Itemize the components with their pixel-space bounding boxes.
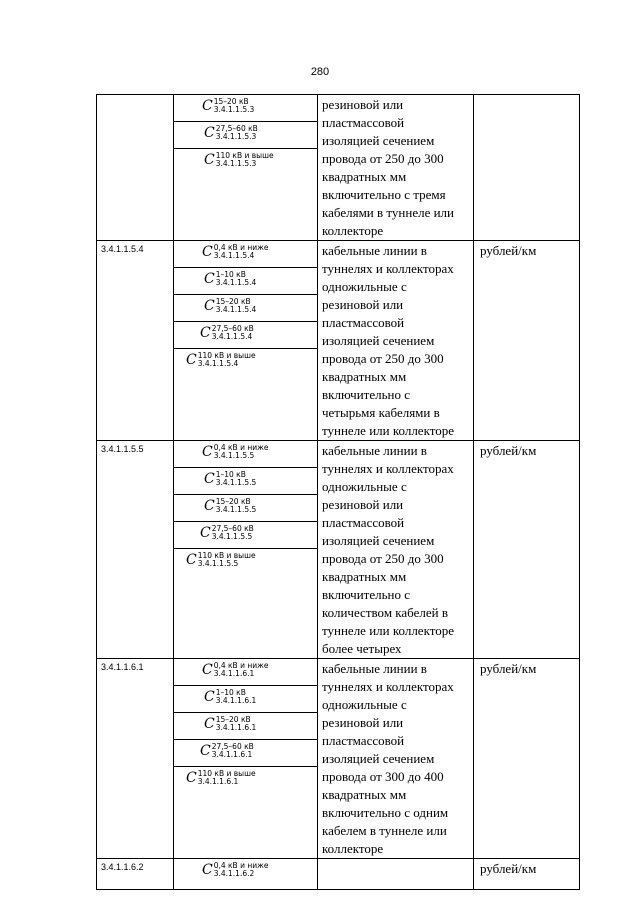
formula-symbol: C <box>204 125 215 141</box>
formula-subcell <box>174 295 317 322</box>
formula-symbol: C <box>186 352 197 368</box>
row-unit: рублей/км <box>480 443 537 458</box>
table-row <box>97 95 580 241</box>
description-line: одножильные с <box>322 479 407 494</box>
formula-cell <box>174 95 318 241</box>
row-description <box>318 241 473 440</box>
description-line: резиновой или <box>322 297 404 312</box>
formula-subcell <box>174 149 317 229</box>
formula-voltage: 15–20 кВ <box>215 297 251 306</box>
rate-formula <box>202 98 254 114</box>
row-description <box>318 859 473 860</box>
unit-cell <box>474 241 580 441</box>
description-line: количеством кабелей в <box>322 605 448 620</box>
formula-voltage: 1–10 кВ <box>215 470 246 479</box>
formula-subcell <box>174 268 317 295</box>
description-line: изоляцией сечением <box>322 333 435 348</box>
rate-formula <box>204 271 256 287</box>
description-cell <box>318 441 474 659</box>
rate-formula <box>202 244 269 260</box>
row-code: 3.4.1.1.6.2 <box>101 862 144 872</box>
rate-formula <box>186 552 256 568</box>
description-line: кабельные линии в <box>322 661 427 676</box>
description-line: резиновой или <box>322 497 404 512</box>
description-line: коллекторе <box>322 841 384 856</box>
formula-index: 3.4.1.1.5.3 <box>215 132 257 141</box>
formula-index: 3.4.1.1.6.1 <box>197 777 239 786</box>
formula-symbol: C <box>186 770 197 786</box>
formula-subcell <box>174 95 317 122</box>
rate-formula <box>204 298 256 314</box>
formula-subcell <box>174 349 317 419</box>
code-cell <box>97 659 174 859</box>
description-line: провода от 250 до 300 <box>322 551 444 566</box>
description-line: включительно с тремя <box>322 187 446 202</box>
rate-formula <box>200 743 254 759</box>
formula-symbol: C <box>204 471 215 487</box>
formula-subcell <box>174 767 317 835</box>
description-line: провода от 250 до 300 <box>322 151 444 166</box>
description-line: изоляцией сечением <box>322 133 435 148</box>
formula-symbol: C <box>202 244 213 260</box>
unit-cell <box>474 95 580 241</box>
formula-index: 3.4.1.1.5.3 <box>215 159 257 168</box>
formula-index: 3.4.1.1.6.1 <box>215 696 257 705</box>
row-description <box>318 659 473 858</box>
description-line: туннелях и коллекторах <box>322 679 454 694</box>
code-cell <box>97 95 174 241</box>
row-code: 3.4.1.1.5.4 <box>101 244 144 254</box>
formula-symbol: C <box>204 298 215 314</box>
description-line: изоляцией сечением <box>322 751 435 766</box>
row-unit: рублей/км <box>480 243 537 258</box>
formula-index: 3.4.1.1.5.4 <box>211 332 253 341</box>
formula-symbol: C <box>200 525 211 541</box>
description-line: квадратных мм <box>322 569 407 584</box>
formula-voltage: 27,5–60 кВ <box>215 124 258 133</box>
description-line: кабельные линии в <box>322 243 427 258</box>
formula-cell <box>174 441 318 659</box>
description-line: одножильные с <box>322 279 407 294</box>
description-line: провода от 250 до 300 <box>322 351 444 366</box>
description-line: туннеле или коллекторе <box>322 623 455 638</box>
unit-cell <box>474 441 580 659</box>
formula-subcell <box>174 859 317 889</box>
description-cell <box>318 241 474 441</box>
formula-index: 3.4.1.1.6.1 <box>211 750 253 759</box>
formula-index: 3.4.1.1.5.5 <box>215 505 257 514</box>
table-row <box>97 659 580 859</box>
formula-subcell <box>174 522 317 549</box>
row-unit <box>474 95 579 96</box>
description-cell <box>318 859 474 890</box>
rate-formula <box>204 125 258 141</box>
tariff-table <box>96 94 580 890</box>
description-line: кабелями в туннеле или <box>322 205 454 220</box>
formula-cell <box>174 659 318 859</box>
formula-index: 3.4.1.1.5.3 <box>213 105 255 114</box>
rate-formula <box>202 444 269 460</box>
description-line: кабелем в туннеле или <box>322 823 447 838</box>
description-line: включительно с <box>322 587 410 602</box>
formula-symbol: C <box>204 716 215 732</box>
description-line: пластмассовой <box>322 115 405 130</box>
description-line: включительно с одним <box>322 805 449 820</box>
rate-formula <box>204 152 274 168</box>
formula-voltage: 110 кВ и выше <box>197 769 256 778</box>
code-cell <box>97 441 174 659</box>
description-line: четырьмя кабелями в <box>322 405 440 420</box>
formula-symbol: C <box>200 743 211 759</box>
formula-subcell <box>174 468 317 495</box>
description-line: изоляцией сечением <box>322 533 435 548</box>
formula-index: 3.4.1.1.5.5 <box>213 451 255 460</box>
formula-symbol: C <box>204 689 215 705</box>
formula-voltage: 110 кВ и выше <box>197 351 256 360</box>
formula-symbol: C <box>202 444 213 460</box>
formula-symbol: C <box>186 552 197 568</box>
formula-voltage: 110 кВ и выше <box>197 551 256 560</box>
row-code: 3.4.1.1.5.5 <box>101 444 144 454</box>
formula-index: 3.4.1.1.5.4 <box>197 359 239 368</box>
formula-voltage: 15–20 кВ <box>213 97 249 106</box>
formula-subcell <box>174 241 317 268</box>
formula-symbol: C <box>204 271 215 287</box>
description-line: туннеле или коллекторе <box>322 423 455 438</box>
formula-subcell <box>174 122 317 149</box>
formula-index: 3.4.1.1.5.5 <box>211 532 253 541</box>
description-line: включительно с <box>322 387 410 402</box>
formula-voltage: 15–20 кВ <box>215 715 251 724</box>
rate-formula <box>200 325 254 341</box>
rate-formula <box>186 770 256 786</box>
formula-index: 3.4.1.1.6.1 <box>215 723 257 732</box>
formula-index: 3.4.1.1.6.2 <box>213 869 255 878</box>
formula-voltage: 27,5–60 кВ <box>211 324 254 333</box>
formula-index: 3.4.1.1.5.4 <box>213 251 255 260</box>
description-line: одножильные с <box>322 697 407 712</box>
row-description <box>318 95 473 240</box>
description-cell <box>318 95 474 241</box>
row-unit: рублей/км <box>480 861 537 876</box>
description-line: кабельные линии в <box>322 443 427 458</box>
formula-subcell <box>174 441 317 468</box>
formula-voltage: 110 кВ и выше <box>215 151 274 160</box>
rate-formula <box>204 471 256 487</box>
row-code: 3.4.1.1.6.1 <box>101 662 144 672</box>
formula-subcell <box>174 686 317 713</box>
description-line: туннелях и коллекторах <box>322 461 454 476</box>
rate-formula <box>186 352 256 368</box>
formula-symbol: C <box>202 662 213 678</box>
formula-symbol: C <box>204 152 215 168</box>
rate-formula <box>202 862 269 878</box>
formula-voltage: 0,4 кВ и ниже <box>213 861 269 870</box>
formula-index: 3.4.1.1.5.4 <box>215 305 257 314</box>
unit-cell <box>474 859 580 890</box>
formula-subcell <box>174 713 317 740</box>
formula-symbol: C <box>202 98 213 114</box>
formula-cell <box>174 859 318 890</box>
description-line: провода от 300 до 400 <box>322 769 444 784</box>
unit-cell <box>474 659 580 859</box>
formula-subcell <box>174 549 317 637</box>
formula-voltage: 0,4 кВ и ниже <box>213 443 269 452</box>
description-line: квадратных мм <box>322 369 407 384</box>
formula-voltage: 15–20 кВ <box>215 497 251 506</box>
rate-formula <box>204 498 256 514</box>
formula-index: 3.4.1.1.5.4 <box>215 278 257 287</box>
formula-voltage: 1–10 кВ <box>215 688 246 697</box>
code-cell <box>97 241 174 441</box>
description-line: квадратных мм <box>322 169 407 184</box>
formula-symbol: C <box>204 498 215 514</box>
description-line: резиновой или <box>322 97 404 112</box>
row-description <box>318 441 473 658</box>
description-line: пластмассовой <box>322 315 405 330</box>
formula-index: 3.4.1.1.6.1 <box>213 669 255 678</box>
formula-cell <box>174 241 318 441</box>
formula-voltage: 0,4 кВ и ниже <box>213 661 269 670</box>
table-row <box>97 441 580 659</box>
description-line: туннелях и коллекторах <box>322 261 454 276</box>
formula-subcell <box>174 740 317 767</box>
rate-formula <box>200 525 254 541</box>
description-line: квадратных мм <box>322 787 407 802</box>
formula-symbol: C <box>202 862 213 878</box>
table-row <box>97 241 580 441</box>
description-line: коллекторе <box>322 223 384 238</box>
code-cell <box>97 859 174 890</box>
formula-subcell <box>174 659 317 686</box>
description-line: пластмассовой <box>322 733 405 748</box>
formula-subcell <box>174 495 317 522</box>
row-unit: рублей/км <box>480 661 537 676</box>
rate-formula <box>202 662 269 678</box>
rate-formula <box>204 689 256 705</box>
row-code <box>97 95 173 98</box>
formula-voltage: 27,5–60 кВ <box>211 524 254 533</box>
formula-subcell <box>174 322 317 349</box>
formula-index: 3.4.1.1.5.5 <box>197 559 239 568</box>
formula-index: 3.4.1.1.5.5 <box>215 478 257 487</box>
rate-formula <box>204 716 256 732</box>
description-line: более четырех <box>322 641 402 656</box>
formula-symbol: C <box>200 325 211 341</box>
description-line: резиновой или <box>322 715 404 730</box>
page-number: 280 <box>310 66 330 78</box>
table-row <box>97 859 580 890</box>
description-cell <box>318 659 474 859</box>
description-line: пластмассовой <box>322 515 405 530</box>
formula-voltage: 0,4 кВ и ниже <box>213 243 269 252</box>
formula-voltage: 1–10 кВ <box>215 270 246 279</box>
formula-voltage: 27,5–60 кВ <box>211 742 254 751</box>
